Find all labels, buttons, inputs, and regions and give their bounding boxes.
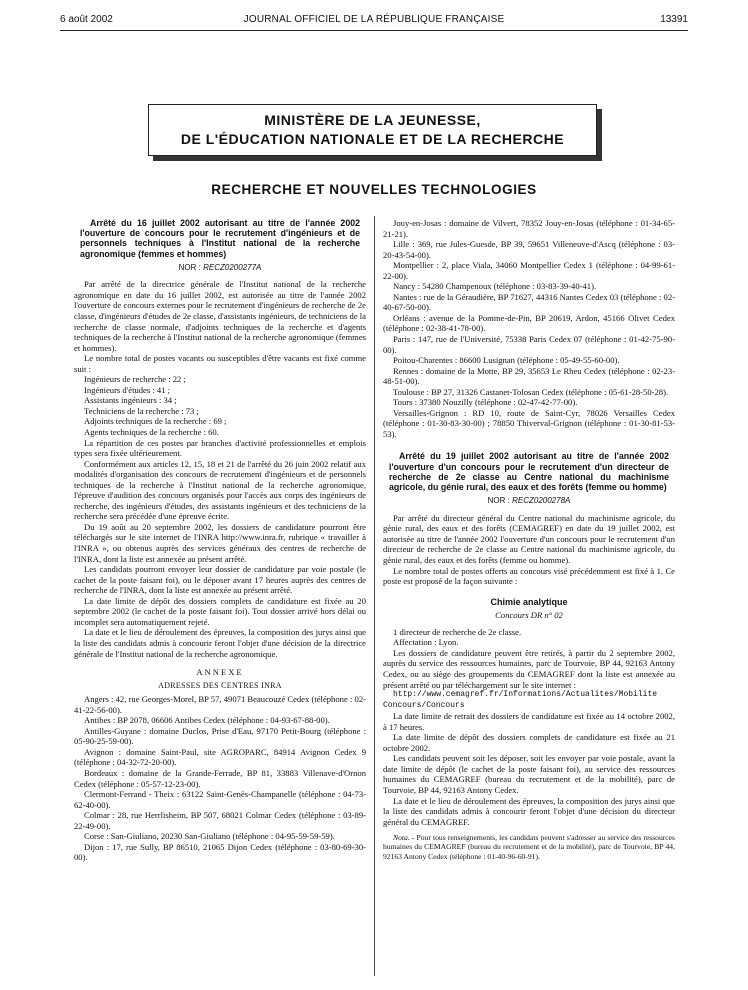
paragraph: La date et le lieu de déroulement des épreuves, la composition des jurys ainsi que la liste des candidats admis à concourir feront l'objet d'une décision de la directrice générale de l'Institut national de la recherche agronomique. — [74, 627, 366, 659]
nota-text: - Pour tous renseignements, les candidats peuvent s'adresser au service des ressources humaines du CEMAGREF (bureau du recrutement et de la mobilité), parc de Tourvoie, BP 44, 92163 Antony Cedex (téléphone : 01-40-96-60-91). — [383, 833, 675, 861]
post-count-item: Assistants ingénieurs : 34 ; — [84, 395, 177, 406]
ministry-line-2: DE L'ÉDUCATION NATIONALE ET DE LA RECHERCHE — [180, 131, 565, 147]
column-divider — [374, 216, 375, 976]
specialty-heading: Chimie analytique — [490, 596, 568, 607]
address-item: Tours : 37380 Nouzilly (téléphone : 02-47-42-77-00). — [393, 397, 578, 408]
issue-date: 6 août 2002 — [60, 14, 113, 25]
paragraph: Affectation : Lyon. — [393, 637, 459, 648]
header-rule — [60, 30, 688, 31]
paragraph: Les dossiers de candidature peuvent être retirés, à partir du 2 septembre 2002, auprès du service des ressources humaines, parc de Tourvoie, BP 44, 92163 Antony Cedex, ou au siège des groupements du CEMAGREF dont la liste est annexée au présent arrêté ou par téléchargement sur le site internet : — [383, 647, 675, 690]
paragraph: Le nombre total de postes vacants ou susceptibles d'être vacants est fixé comme suit : — [74, 353, 366, 374]
cemagref-url-link[interactable]: http://www.cemagref.fr/Informations/Actualites/Mobilite Concours/Concours — [383, 690, 658, 710]
paragraph: Les candidats peuvent soit les déposer, soit les envoyer par voie postale, avant la date limite de dépôt (le cachet de la poste faisant foi), au service des ressources humaines du CEMAGREF (bureau du recrutement et de la mobilité), parc de Tourvoie, BP 44, 92163 Antony Cedex. — [383, 753, 675, 795]
address-item: Lille : 369, rue Jules-Guesde, BP 39, 59651 Villeneuve-d'Ascq (téléphone : 03-20-43-54-00). — [383, 239, 675, 260]
address-item: Paris : 147, rue de l'Université, 75338 Paris Cedex 07 (téléphone : 01-42-75-90-00). — [383, 334, 675, 355]
post-count-item: Ingénieurs de recherche : 22 ; — [84, 374, 186, 385]
left-column — [74, 218, 366, 863]
concours-label: Concours DR n° 02 — [495, 610, 563, 621]
address-item: Orléans : avenue de la Pomme-de-Pin, BP 20619, Ardon, 45166 Olivet Cedex (téléphone : 02-38-41-78-00). — [383, 312, 675, 334]
page-number: 13391 — [660, 14, 688, 25]
nota-note — [383, 833, 675, 861]
address-item: Clermont-Ferrand - Theix : 63122 Saint-Genès-Champanelle (téléphone : 04-73-62-40-00). — [74, 789, 366, 810]
journal-title: JOURNAL OFFICIEL DE LA RÉPUBLIQUE FRANÇAISE — [243, 14, 505, 25]
annexe-heading: ANNEXE — [196, 667, 244, 678]
post-count-item: Agents techniques de la recherche : 60. — [84, 427, 219, 438]
section-title: RECHERCHE ET NOUVELLES TECHNOLOGIES — [211, 182, 537, 197]
paragraph: 1 directeur de recherche de 2e classe. — [393, 626, 522, 637]
paragraph: La date limite de dépôt des dossiers complets de candidature est fixée au 20 septembre 2002 (le cachet de la poste faisant foi). Tout dossier arrivé hors délai ou incomplet sera automatiquement rejeté. — [74, 595, 366, 627]
address-item: Corse : San-Giuliano, 20230 San-Giuliano (téléphone : 04-95-59-59-59). — [84, 831, 335, 842]
paragraph: La date limite de dépôt des dossiers complets de candidature est fixée au 21 octobre 2002. — [383, 732, 675, 753]
arrete-1-title: Arrêté du 16 juillet 2002 autorisant au titre de l'année 2002 l'ouverture de concours pour le recrutement d'ingénieurs et de personnels techniques à l'Institut national de la recherche agronomique (femmes et hommes) — [80, 218, 360, 259]
ministry-heading-box — [148, 104, 597, 156]
address-item: Avignon : domaine Saint-Paul, site AGROPARC, 84914 Avignon Cedex 9 (téléphone : 04-32-72-20-00). — [74, 746, 366, 768]
paragraph: Par arrêté du directeur général du Centre national du machinisme agricole, du génie rural, des eaux et des forêts (CEMAGREF) en date du 19 juillet 2002, est autorisée au titre de l'année 2002 l'ouverture d'un concours pour le recrutement d'un directeur de recherche de 2e classe au Centre national du machinisme agricole, du génie rural, des eaux et des forêts (femme ou homme). — [383, 512, 675, 566]
paragraph: Les candidats pourront envoyer leur dossier de candidature par voie postale (le cachet de la poste faisant foi), ou le déposer avant 17 heures auprès des centres de recherche de l'INRA, dont la liste est annexée au présent arrêté. — [74, 564, 366, 596]
right-column — [383, 218, 675, 861]
arrete-2-nor — [383, 496, 675, 507]
paragraph: Du 19 août au 20 septembre 2002, les dossiers de candidature pourront être téléchargés sur le site internet de l'INRA http://www.inra.fr, rubrique « travailler à l'INRA », ou obtenus auprès des services généraux des centres de recherche de l'INRA, dont la liste est annexée au présent arrêté. — [74, 521, 366, 564]
address-item: Jouy-en-Josas : domaine de Vilvert, 78352 Jouy-en-Josas (téléphone : 01-34-65-21-21). — [383, 218, 675, 239]
paragraph: Par arrêté de la directrice générale de l'Institut national de la recherche agronomique en date du 16 juillet 2002, est autorisée au titre de l'année 2002 l'ouverture de concours externes pour le recrutement d'ingénieurs de recherche de 2e classe, d'ingénieurs d'études de 2e classe, d'assistants ingénieurs, de techniciens de la recherche de classe normale, d'adjoints techniques de la recherche et d'agents techniques de la recherche à l'Institut national de la recherche agronomique (femmes et hommes). — [74, 279, 366, 353]
post-count-item: Adjoints techniques de la recherche : 69 ; — [84, 416, 227, 427]
address-item: Bordeaux : domaine de la Grande-Ferrade, BP 81, 33883 Villenave-d'Ornon Cedex (téléphone : 05-57-12-23-00). — [74, 767, 366, 789]
address-item: Dijon : 17, rue Sully, BP 86510, 21065 Dijon Cedex (téléphone : 03-80-69-30-00). — [74, 841, 366, 863]
address-item: Colmar : 28, rue Herrlisheim, BP 507, 68021 Colmar Cedex (téléphone : 03-89-22-49-00). — [74, 810, 366, 831]
paragraph: La répartition de ces postes par branches d'activité professionnelles et emplois types sera fixée ultérieurement. — [74, 437, 366, 459]
nor-label: NOR : — [178, 262, 201, 272]
address-item: Nantes : rue de la Géraudière, BP 71627, 44316 Nantes Cedex 03 (téléphone : 02-40-67-50-00). — [383, 291, 675, 313]
paragraph: La date et le lieu de déroulement des épreuves, la composition des jurys ainsi que la liste des candidats admis à concourir feront l'objet d'une décision du directeur général du CEMAGREF. — [383, 795, 675, 827]
annexe-subtitle: ADRESSES DES CENTRES INRA — [158, 680, 282, 690]
paragraph: Le nombre total de postes offerts au concours visé précédemment est fixé à 1. Ce poste est proposé de la façon suivante : — [383, 565, 675, 587]
arrete-1-nor — [74, 263, 366, 274]
nota-label: Nota. — [393, 833, 410, 843]
nor-label: NOR : — [487, 496, 510, 506]
nor-code: RECZ0200278A — [512, 496, 571, 506]
address-item: Rennes : domaine de la Motte, BP 29, 35653 Le Rheu Cedex (téléphone : 02-23-48-51-00). — [383, 365, 675, 387]
address-item: Angers : 42, rue Georges-Morel, BP 57, 49071 Beaucouzé Cedex (téléphone : 02-41-22-56-00). — [74, 694, 366, 715]
post-count-item: Ingénieurs d'études : 41 ; — [84, 384, 171, 395]
paragraph: Conformément aux articles 12, 15, 18 et 21 de l'arrêté du 26 juin 2002 relatif aux modalités d'organisation des concours de recrutement d'ingénieurs et de personnels techniques de la recherche à l'Institut national de la recherche agronomique, l'épreuve d'audition des concours organisés pour l'accès aux corps des ingénieurs de recherche, des ingénieurs d'études, des assistants ingénieurs et des techniciens de la recherche sera précédée d'une épreuve écrite. — [74, 458, 366, 522]
paragraph: La date limite de retrait des dossiers de candidature est fixée au 14 octobre 2002, à 17 heures. — [383, 711, 675, 732]
address-item: Montpellier : 2, place Viala, 34060 Montpellier Cedex 1 (téléphone : 04-99-61-22-00). — [383, 260, 675, 281]
nor-code: RECZ0200277A — [203, 262, 262, 272]
address-item: Nancy : 54280 Champenoux (téléphone : 03-83-39-40-41). — [393, 281, 597, 292]
page-header — [60, 14, 688, 30]
address-item: Antibes : BP 2078, 06606 Antibes Cedex (téléphone : 04-93-67-88-00). — [84, 715, 330, 726]
ministry-line-1: MINISTÈRE DE LA JEUNESSE, — [264, 112, 481, 128]
arrete-2-title: Arrêté du 19 juillet 2002 autorisant au titre de l'année 2002 l'ouverture d'un concours pour le recrutement d'un directeur de recherche de 2e classe au Centre national du machinisme agricole, du génie rural, des eaux et des forêts (femme ou homme) — [389, 451, 669, 493]
address-item: Poitou-Charentes : 86600 Lusignan (téléphone : 05-49-55-60-00). — [393, 355, 620, 366]
post-count-item: Techniciens de la recherche : 73 ; — [84, 405, 199, 416]
address-item: Versailles-Grignon : RD 10, route de Saint-Cyr, 78026 Versailles Cedex (téléphone : 01-30-83-30-00) ; 78850 Thiverval-Grignon (téléphone : 01-30-81-53-53). — [383, 407, 675, 439]
address-item: Toulouse : BP 27, 31326 Castanet-Tolosan Cedex (téléphone : 05-61-28-50-28). — [393, 386, 669, 397]
address-item: Antilles-Guyane : domaine Duclos, Prise d'Eau, 97170 Petit-Bourg (téléphone : 05-90-25-59-00). — [74, 725, 366, 747]
